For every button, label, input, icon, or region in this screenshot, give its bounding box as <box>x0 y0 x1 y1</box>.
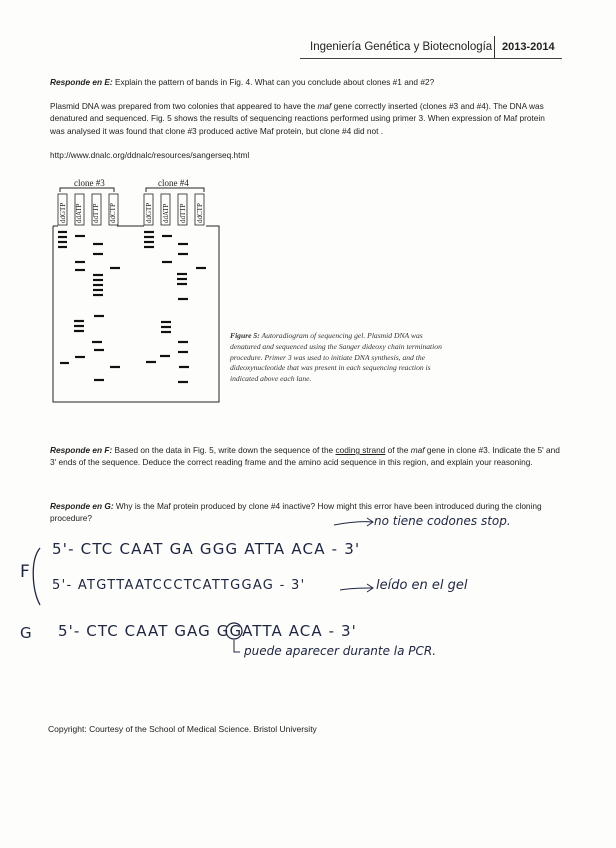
header-rule <box>300 58 562 59</box>
question-f-text-2: of the <box>385 445 411 455</box>
question-f-text-3: gene in clone #3. Indicate the 5' and 3' ends of the sequence. Deduce the correct reading frame and the amino acid sequence in this region, and explain your reasoning. <box>50 445 560 468</box>
figure-caption <box>230 331 448 385</box>
question-f <box>50 444 560 469</box>
handwritten-sequence-2: 5'- ATGTTAATCCCTCATTGGAG - 3' <box>52 578 306 593</box>
lane-label-4-c: ddCTP <box>196 203 204 223</box>
question-e-text: Explain the pattern of bands in Fig. 4. What can you conclude about clones #1 and #2? <box>112 77 435 87</box>
gel-outline <box>53 226 219 402</box>
header-year: 2013-2014 <box>502 41 555 53</box>
gel-svg <box>50 176 222 404</box>
intro-text-2: gene correctly inserted (clones #3 and #4). The DNA was denatured and sequenced. Fig. 5 shows the results of sequencing reactions performed using primer 3. When expression of Maf protein was analysed it was found that clone #3 produced active Maf protein, but clone #4 did not . <box>50 101 545 136</box>
handwritten-label-f: F <box>20 562 30 582</box>
copyright-notice: Copyright: Courtesy of the School of Medical Science. Bristol University <box>48 724 317 734</box>
question-f-gene: maf <box>410 445 425 455</box>
lane-label-4-t: ddTTP <box>179 203 187 223</box>
lane-label-3-c: ddCTP <box>109 203 117 223</box>
handwritten-label-g: G <box>20 624 32 642</box>
gel-bands <box>58 232 206 382</box>
question-g-label: Responde en G: <box>50 501 114 511</box>
clone-4-bracket <box>146 188 204 192</box>
handwritten-sequence-3: 5'- CTC CAAT GAG GGATTA ACA - 3' <box>58 622 357 640</box>
lane-label-4-a: ddATP <box>162 203 170 223</box>
question-f-text-1: Based on the data in Fig. 5, write down the sequence of the <box>112 445 336 455</box>
caption-label: Figure 5: <box>230 331 260 340</box>
lane-label-3-a: ddATP <box>75 203 83 223</box>
clone-3-label: clone #3 <box>74 178 105 188</box>
question-g-text: Why is the Maf protein produced by clone #4 inactive? How might this error have been introduced during the cloning procedure? <box>50 501 542 524</box>
clone-4-label: clone #4 <box>158 178 189 188</box>
handwritten-pcr-note: puede aparecer durante la PCR. <box>244 644 437 658</box>
sequencing-gel-figure <box>50 176 222 404</box>
header-title: Ingeniería Genética y Biotecnología <box>310 41 493 53</box>
f-brace <box>33 548 40 605</box>
caption-text: Autoradiogram of sequencing gel. Plasmid DNA was denatured and sequenced using the Sanger dideoxy chain termination procedure. Primer 3 was used to initiate DNA synthesis, and the dideoxynucleotide that was present in each sequencing reaction is indicated above each lane. <box>230 331 442 384</box>
lane-label-4-g: ddGTP <box>145 202 153 223</box>
header-separator <box>494 36 495 58</box>
question-e-label: Responde en E: <box>50 77 113 87</box>
clone-3-bracket <box>60 188 114 192</box>
lane-label-3-t: ddTTP <box>92 203 100 223</box>
pcr-note-arrow <box>234 640 240 652</box>
gel-note-arrow <box>340 588 372 590</box>
intro-gene: maf <box>317 101 332 111</box>
handwritten-gel-note: leído en el gel <box>376 578 468 593</box>
reference-url: http://www.dnalc.org/ddnalc/resources/sangerseq.html <box>50 150 250 160</box>
handwritten-stop-note: no tiene codones stop. <box>374 514 511 528</box>
lane-label-3-g: ddGTP <box>59 202 67 223</box>
intro-paragraph <box>50 100 560 137</box>
handwritten-sequence-1: 5'- CTC CAAT GA GGG ATTA ACA - 3' <box>52 540 361 558</box>
question-f-label: Responde en F: <box>50 445 113 455</box>
question-e <box>50 76 560 88</box>
question-f-underlined: coding strand <box>335 445 386 455</box>
intro-text-1: Plasmid DNA was prepared from two colonies that appeared to have the <box>50 101 318 111</box>
